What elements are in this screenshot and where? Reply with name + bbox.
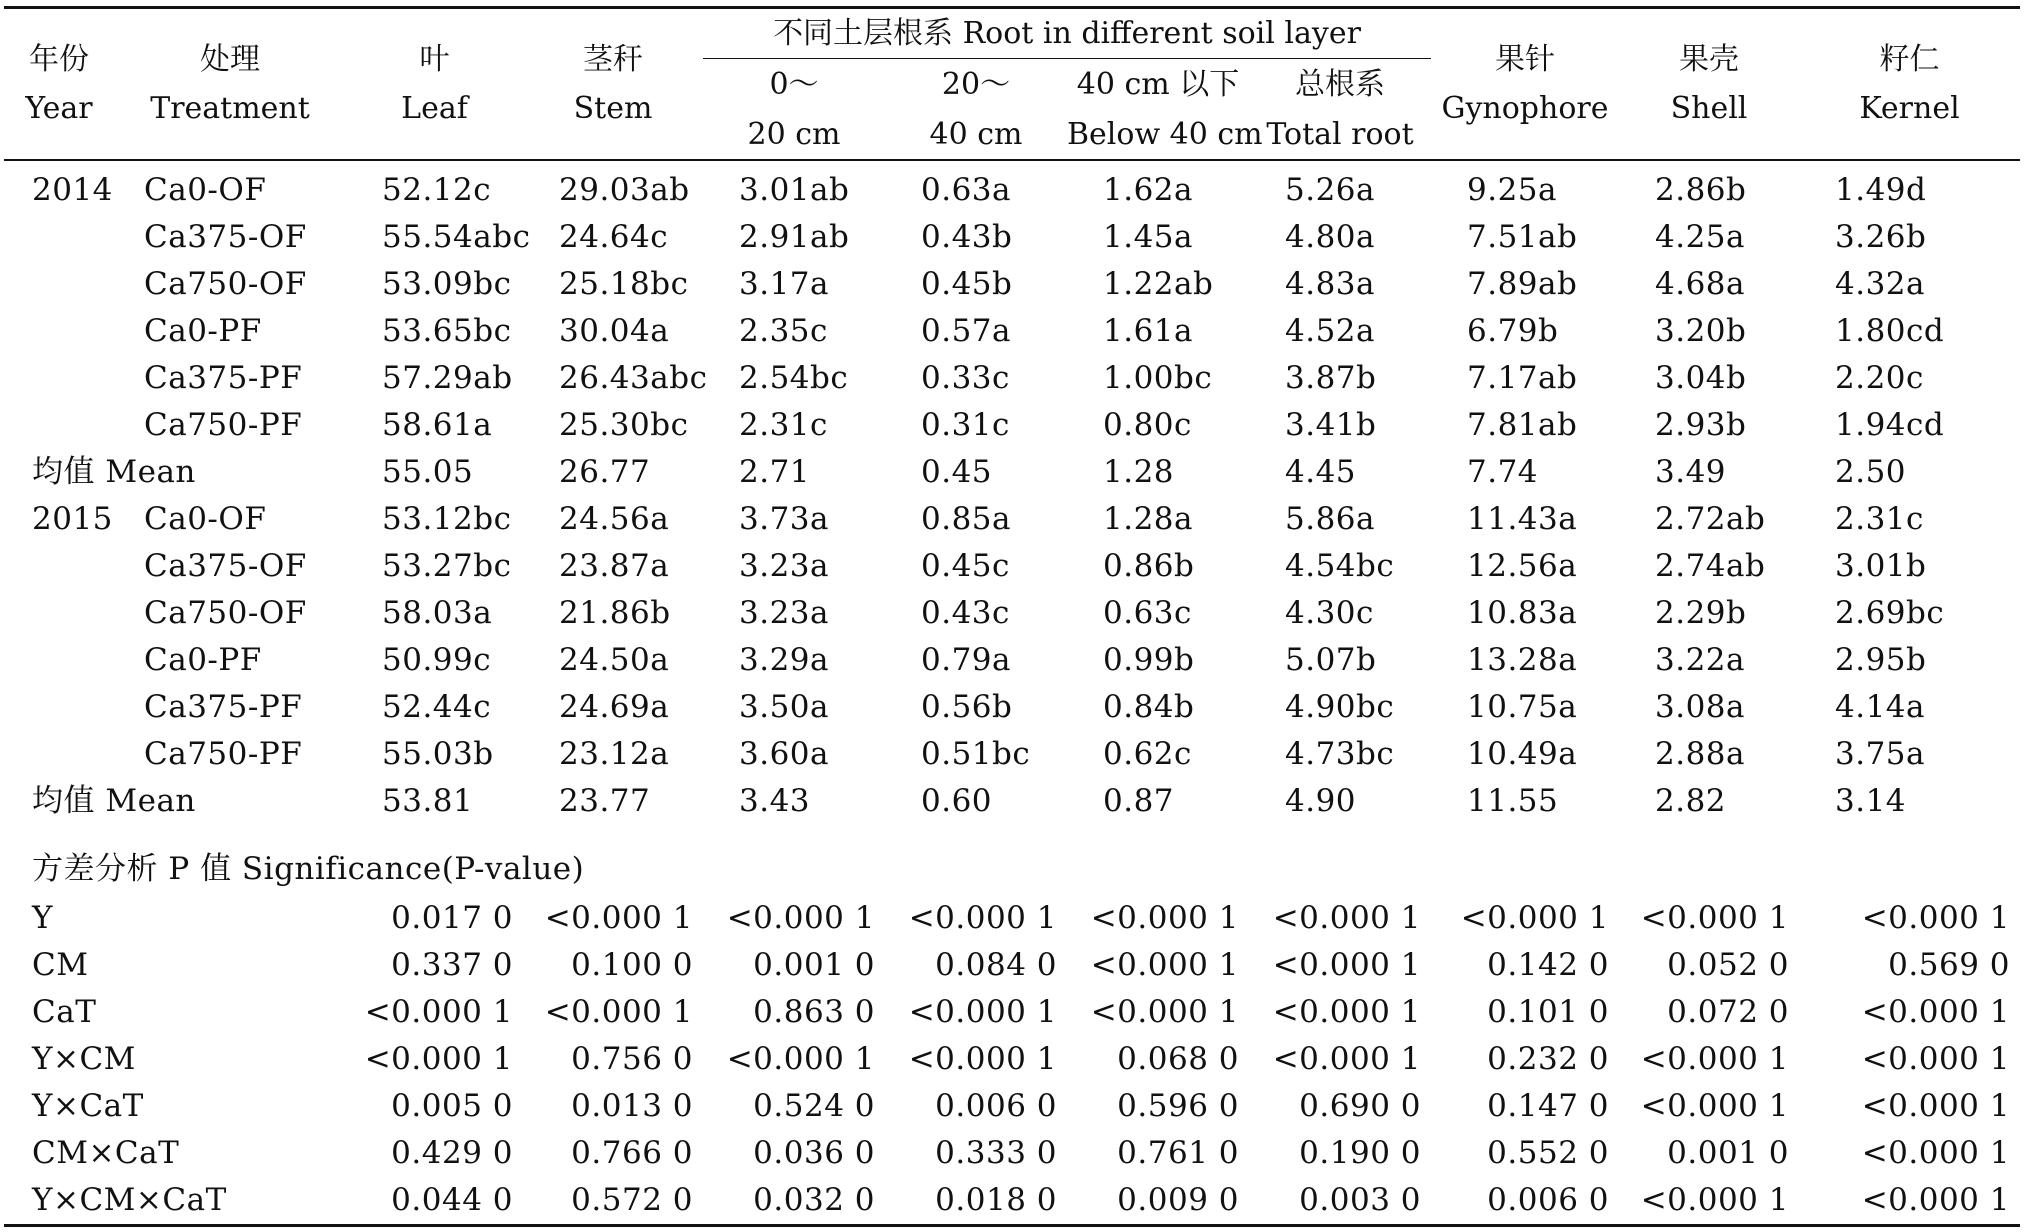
cell-mean-value: 2.71 <box>739 454 811 490</box>
cell-value: 5.86a <box>1285 501 1376 537</box>
cell-p-value: <0.000 1 <box>1640 900 1789 936</box>
header-year-cn: 年份 <box>29 41 89 77</box>
cell-p-value: <0.000 1 <box>1640 1088 1789 1124</box>
cell-value: 3.75a <box>1835 736 1926 772</box>
cell-value: 24.56a <box>559 501 670 537</box>
header-shell <box>1619 8 1799 161</box>
cell-value: 24.69a <box>559 689 670 725</box>
cell-p-value: <0.000 1 <box>726 900 875 936</box>
cell-p-value: <0.000 1 <box>1272 947 1421 983</box>
cell-value: 3.17a <box>739 266 830 302</box>
cell-value: 0.84b <box>1103 689 1195 725</box>
cell-value: 4.30c <box>1285 595 1374 631</box>
cell-factor-label: CM×CaT <box>32 1135 180 1171</box>
cell-p-value: 0.766 0 <box>571 1135 693 1171</box>
cell-p-value: 0.005 0 <box>391 1088 513 1124</box>
cell-mean-value: 3.49 <box>1655 454 1727 490</box>
cell-value: 0.33c <box>921 360 1010 396</box>
cell-p-value: 0.147 0 <box>1487 1088 1609 1124</box>
table-row <box>4 214 2020 261</box>
cell-treatment: Ca375-OF <box>144 548 307 584</box>
header-root-20-40-bottom: 40 cm <box>885 109 1067 160</box>
cell-p-value: 0.013 0 <box>571 1088 693 1124</box>
cell-mean-value: 11.55 <box>1467 783 1559 819</box>
cell-p-value: <0.000 1 <box>908 994 1057 1030</box>
cell-treatment: Ca750-OF <box>144 266 307 302</box>
cell-value: 4.90bc <box>1285 689 1395 725</box>
cell-year: 2015 <box>32 501 113 537</box>
significance-row <box>4 1130 2020 1177</box>
cell-p-value: 0.036 0 <box>753 1135 875 1171</box>
cell-year <box>4 261 114 308</box>
header-root-below40-en: Below 40 cm <box>1067 109 1249 160</box>
header-kernel <box>1799 8 2020 161</box>
cell-value: 1.61a <box>1103 313 1194 349</box>
cell-p-value: <0.000 1 <box>908 1041 1057 1077</box>
significance-row <box>4 1083 2020 1130</box>
header-gynophore <box>1431 8 1619 161</box>
cell-mean-value: 4.90 <box>1285 783 1357 819</box>
cell-value: 21.86b <box>559 595 671 631</box>
cell-factor-label: Y <box>32 900 53 936</box>
table-row <box>4 684 2020 731</box>
cell-treatment: Ca750-PF <box>144 736 303 772</box>
cell-value: 3.41b <box>1285 407 1377 443</box>
table-header <box>4 8 2020 161</box>
cell-p-value: <0.000 1 <box>1861 1182 2010 1218</box>
cell-value: 3.50a <box>739 689 830 725</box>
cell-value: 2.86b <box>1655 172 1747 208</box>
cell-year <box>4 731 114 778</box>
cell-value: 3.73a <box>739 501 830 537</box>
cell-value: 4.25a <box>1655 219 1746 255</box>
cell-p-value: <0.000 1 <box>1640 1182 1789 1218</box>
cell-p-value: 0.190 0 <box>1299 1135 1421 1171</box>
cell-p-value: 0.333 0 <box>935 1135 1057 1171</box>
cell-mean-value: 4.45 <box>1285 454 1357 490</box>
cell-p-value: <0.000 1 <box>544 994 693 1030</box>
cell-p-value: 0.569 0 <box>1888 947 2010 983</box>
cell-value: 0.45c <box>921 548 1010 584</box>
header-root-0-20-top: 0～ <box>769 66 819 102</box>
cell-value: 1.00bc <box>1103 360 1213 396</box>
cell-p-value: <0.000 1 <box>1640 1041 1789 1077</box>
mean-row <box>4 778 2020 825</box>
cell-value: 0.79a <box>921 642 1012 678</box>
cell-p-value: 0.009 0 <box>1117 1182 1239 1218</box>
cell-p-value: 0.001 0 <box>753 947 875 983</box>
cell-p-value: 0.232 0 <box>1487 1041 1609 1077</box>
cell-value: 0.63c <box>1103 595 1192 631</box>
header-root-20-40-top: 20～ <box>941 66 1011 102</box>
cell-value: 3.87b <box>1285 360 1377 396</box>
cell-value: 2.29b <box>1655 595 1747 631</box>
cell-year <box>4 214 114 261</box>
table-row <box>4 261 2020 308</box>
cell-treatment: Ca375-OF <box>144 219 307 255</box>
cell-mean-value: 2.50 <box>1835 454 1907 490</box>
cell-p-value: <0.000 1 <box>364 1041 513 1077</box>
table-row <box>4 308 2020 355</box>
cell-treatment: Ca0-PF <box>144 313 262 349</box>
cell-value: 0.85a <box>921 501 1012 537</box>
cell-value: 0.57a <box>921 313 1012 349</box>
cell-value: 0.43c <box>921 595 1010 631</box>
header-treatment <box>114 8 346 161</box>
cell-p-value: <0.000 1 <box>544 900 693 936</box>
table-container <box>4 6 2020 1227</box>
header-year <box>4 8 114 161</box>
header-leaf <box>346 8 523 161</box>
cell-p-value: 0.068 0 <box>1117 1041 1239 1077</box>
table-row <box>4 496 2020 543</box>
cell-value: 11.43a <box>1467 501 1578 537</box>
cell-value: 53.12bc <box>382 501 512 537</box>
cell-p-value: 0.018 0 <box>935 1182 1057 1218</box>
cell-value: 4.73bc <box>1285 736 1395 772</box>
cell-value: 2.31c <box>739 407 828 443</box>
cell-value: 3.04b <box>1655 360 1747 396</box>
cell-value: 2.95b <box>1835 642 1927 678</box>
cell-value: 4.32a <box>1835 266 1926 302</box>
cell-value: 1.28a <box>1103 501 1194 537</box>
cell-p-value: 0.044 0 <box>391 1182 513 1218</box>
header-year-en: Year <box>25 90 93 126</box>
cell-p-value: 0.142 0 <box>1487 947 1609 983</box>
cell-mean-value: 23.77 <box>559 783 651 819</box>
cell-value: 23.87a <box>559 548 670 584</box>
cell-year <box>4 590 114 637</box>
header-root-below40-cn: 40 cm 以下 <box>1076 66 1240 102</box>
cell-mean-value: 0.87 <box>1103 783 1175 819</box>
cell-value: 2.93b <box>1655 407 1747 443</box>
cell-year: 2014 <box>32 172 113 208</box>
cell-value: 0.43b <box>921 219 1013 255</box>
cell-p-value: <0.000 1 <box>1861 994 2010 1030</box>
cell-value: 1.45a <box>1103 219 1194 255</box>
cell-mean-value: 53.81 <box>382 783 474 819</box>
cell-value: 3.23a <box>739 595 830 631</box>
cell-value: 2.54bc <box>739 360 849 396</box>
cell-value: 2.20c <box>1835 360 1924 396</box>
cell-value: 4.83a <box>1285 266 1376 302</box>
cell-p-value: <0.000 1 <box>726 1041 875 1077</box>
cell-value: 23.12a <box>559 736 670 772</box>
cell-mean-value: 2.82 <box>1655 783 1727 819</box>
cell-value: 7.17ab <box>1467 360 1578 396</box>
cell-p-value: 0.100 0 <box>571 947 693 983</box>
table-row <box>4 590 2020 637</box>
cell-value: 25.30bc <box>559 407 689 443</box>
cell-factor-label: Y×CaT <box>32 1088 144 1124</box>
cell-p-value: 0.001 0 <box>1667 1135 1789 1171</box>
cell-value: 2.74ab <box>1655 548 1766 584</box>
significance-row <box>4 1177 2020 1226</box>
cell-value: 0.99b <box>1103 642 1195 678</box>
cell-value: 4.80a <box>1285 219 1376 255</box>
cell-value: 4.14a <box>1835 689 1926 725</box>
cell-p-value: <0.000 1 <box>1272 994 1421 1030</box>
cell-value: 1.80cd <box>1835 313 1945 349</box>
header-treatment-en: Treatment <box>150 90 310 126</box>
cell-p-value: 0.337 0 <box>391 947 513 983</box>
header-treatment-cn: 处理 <box>200 41 260 77</box>
cell-treatment: Ca375-PF <box>144 360 303 396</box>
cell-value: 0.63a <box>921 172 1012 208</box>
cell-mean-value: 26.77 <box>559 454 651 490</box>
cell-p-value: <0.000 1 <box>1861 1135 2010 1171</box>
header-leaf-cn: 叶 <box>419 41 450 77</box>
header-stem-cn: 茎秆 <box>583 41 643 77</box>
cell-value: 58.03a <box>382 595 493 631</box>
cell-value: 55.54abc <box>382 219 531 255</box>
cell-year <box>4 684 114 731</box>
cell-value: 7.51ab <box>1467 219 1578 255</box>
cell-value: 58.61a <box>382 407 493 443</box>
cell-p-value: 0.006 0 <box>1487 1182 1609 1218</box>
cell-year <box>4 637 114 684</box>
cell-mean-value: 0.60 <box>921 783 993 819</box>
table-row <box>4 355 2020 402</box>
cell-factor-label: CM <box>32 947 89 983</box>
cell-value: 5.07b <box>1285 642 1377 678</box>
cell-value: 1.94cd <box>1835 407 1945 443</box>
cell-value: 0.56b <box>921 689 1013 725</box>
cell-value: 25.18bc <box>559 266 689 302</box>
cell-value: 0.51bc <box>921 736 1031 772</box>
cell-p-value: 0.072 0 <box>1667 994 1789 1030</box>
cell-p-value: <0.000 1 <box>908 900 1057 936</box>
cell-value: 52.44c <box>382 689 492 725</box>
cell-value: 3.60a <box>739 736 830 772</box>
header-kernel-en: Kernel <box>1859 90 1960 126</box>
cell-p-value: 0.006 0 <box>935 1088 1057 1124</box>
cell-value: 3.08a <box>1655 689 1746 725</box>
cell-p-value: <0.000 1 <box>1090 947 1239 983</box>
cell-mean-value: 55.05 <box>382 454 474 490</box>
cell-value: 3.23a <box>739 548 830 584</box>
cell-p-value: <0.000 1 <box>1861 1041 2010 1077</box>
cell-value: 3.20b <box>1655 313 1747 349</box>
cell-p-value: 0.572 0 <box>571 1182 693 1218</box>
cell-mean-value: 0.45 <box>921 454 993 490</box>
cell-value: 4.52a <box>1285 313 1376 349</box>
cell-value: 2.88a <box>1655 736 1746 772</box>
header-shell-cn: 果壳 <box>1679 41 1739 77</box>
cell-value: 24.64c <box>559 219 669 255</box>
table-body <box>4 160 2020 1226</box>
cell-treatment: Ca375-PF <box>144 689 303 725</box>
cell-p-value: 0.429 0 <box>391 1135 513 1171</box>
cell-value: 7.81ab <box>1467 407 1578 443</box>
cell-mean-value: 3.43 <box>739 783 811 819</box>
cell-value: 2.35c <box>739 313 828 349</box>
cell-value: 10.75a <box>1467 689 1578 725</box>
cell-p-value: <0.000 1 <box>1272 900 1421 936</box>
cell-p-value: <0.000 1 <box>1861 1088 2010 1124</box>
cell-treatment: Ca0-OF <box>144 501 267 537</box>
cell-value: 3.01ab <box>739 172 850 208</box>
cell-value: 5.26a <box>1285 172 1376 208</box>
cell-p-value: 0.524 0 <box>753 1088 875 1124</box>
cell-treatment: Ca0-PF <box>144 642 262 678</box>
cell-p-value: 0.032 0 <box>753 1182 875 1218</box>
table-row <box>4 731 2020 778</box>
cell-value: 29.03ab <box>559 172 690 208</box>
data-table <box>4 6 2020 1227</box>
cell-value: 3.01b <box>1835 548 1927 584</box>
cell-p-value: 0.017 0 <box>391 900 513 936</box>
header-root-0-20-bottom: 20 cm <box>703 109 885 160</box>
cell-p-value: <0.000 1 <box>1460 900 1609 936</box>
cell-value: 57.29ab <box>382 360 513 396</box>
cell-value: 53.27bc <box>382 548 512 584</box>
cell-treatment: Ca750-PF <box>144 407 303 443</box>
cell-value: 53.09bc <box>382 266 512 302</box>
cell-value: 10.83a <box>1467 595 1578 631</box>
header-leaf-en: Leaf <box>401 90 468 126</box>
cell-value: 3.22a <box>1655 642 1746 678</box>
mean-row <box>4 449 2020 496</box>
cell-p-value: 0.690 0 <box>1299 1088 1421 1124</box>
cell-mean-value: 7.74 <box>1467 454 1539 490</box>
cell-p-value: <0.000 1 <box>1090 900 1239 936</box>
cell-value: 50.99c <box>382 642 492 678</box>
cell-p-value: 0.003 0 <box>1299 1182 1421 1218</box>
cell-value: 26.43abc <box>559 360 708 396</box>
cell-value: 2.31c <box>1835 501 1924 537</box>
cell-value: 30.04a <box>559 313 670 349</box>
cell-value: 4.54bc <box>1285 548 1395 584</box>
cell-p-value: 0.596 0 <box>1117 1088 1239 1124</box>
cell-year <box>4 543 114 590</box>
cell-year <box>4 355 114 402</box>
cell-p-value: <0.000 1 <box>1090 994 1239 1030</box>
cell-value: 0.31c <box>921 407 1010 443</box>
table-row <box>4 160 2020 214</box>
cell-value: 0.86b <box>1103 548 1195 584</box>
significance-title: 方差分析 P 值 Significance(P-value) <box>32 850 585 887</box>
significance-row <box>4 895 2020 942</box>
cell-value: 3.26b <box>1835 219 1927 255</box>
cell-value: 9.25a <box>1467 172 1558 208</box>
cell-value: 2.69bc <box>1835 595 1945 631</box>
cell-p-value: 0.552 0 <box>1487 1135 1609 1171</box>
cell-value: 0.45b <box>921 266 1013 302</box>
cell-p-value: 0.863 0 <box>753 994 875 1030</box>
table-row <box>4 543 2020 590</box>
cell-value: 0.80c <box>1103 407 1192 443</box>
cell-value: 1.62a <box>1103 172 1194 208</box>
cell-factor-label: Y×CM×CaT <box>32 1182 227 1218</box>
cell-value: 1.49d <box>1835 172 1927 208</box>
cell-factor-label: Y×CM <box>32 1041 136 1077</box>
cell-value: 52.12c <box>382 172 492 208</box>
cell-value: 55.03b <box>382 736 494 772</box>
cell-p-value: <0.000 1 <box>364 994 513 1030</box>
cell-p-value: 0.756 0 <box>571 1041 693 1077</box>
cell-value: 4.68a <box>1655 266 1746 302</box>
header-shell-en: Shell <box>1670 90 1748 126</box>
cell-year <box>4 402 114 449</box>
cell-value: 10.49a <box>1467 736 1578 772</box>
cell-p-value: <0.000 1 <box>1861 900 2010 936</box>
cell-mean-label: 均值 Mean <box>32 783 196 819</box>
header-gynophore-cn: 果针 <box>1495 41 1555 77</box>
cell-value: 13.28a <box>1467 642 1578 678</box>
cell-value: 6.79b <box>1467 313 1559 349</box>
cell-value: 7.89ab <box>1467 266 1578 302</box>
cell-value: 53.65bc <box>382 313 512 349</box>
cell-value: 2.91ab <box>739 219 850 255</box>
header-root-total-cn: 总根系 <box>1295 66 1385 102</box>
cell-p-value: 0.052 0 <box>1667 947 1789 983</box>
cell-p-value: 0.761 0 <box>1117 1135 1239 1171</box>
cell-value: 3.29a <box>739 642 830 678</box>
header-root-total-en: Total root <box>1249 109 1431 160</box>
cell-value: 1.22ab <box>1103 266 1214 302</box>
cell-treatment: Ca750-OF <box>144 595 307 631</box>
table-row <box>4 402 2020 449</box>
cell-value: 24.50a <box>559 642 670 678</box>
significance-row <box>4 942 2020 989</box>
header-root-group: 不同土层根系 Root in different soil layer <box>703 8 1431 59</box>
cell-value: 0.62c <box>1103 736 1192 772</box>
significance-row <box>4 1036 2020 1083</box>
cell-value: 2.72ab <box>1655 501 1766 537</box>
significance-row <box>4 989 2020 1036</box>
cell-factor-label: CaT <box>32 994 97 1030</box>
header-stem-en: Stem <box>573 90 653 126</box>
cell-year <box>4 308 114 355</box>
cell-mean-label: 均值 Mean <box>32 454 196 490</box>
header-stem <box>523 8 703 161</box>
header-gynophore-en: Gynophore <box>1441 90 1609 126</box>
cell-mean-value: 1.28 <box>1103 454 1175 490</box>
cell-p-value: 0.084 0 <box>935 947 1057 983</box>
cell-value: 12.56a <box>1467 548 1578 584</box>
cell-p-value: <0.000 1 <box>1272 1041 1421 1077</box>
cell-treatment: Ca0-OF <box>144 172 267 208</box>
cell-p-value: 0.101 0 <box>1487 994 1609 1030</box>
header-kernel-cn: 籽仁 <box>1879 41 1940 77</box>
significance-title-row <box>4 825 2020 895</box>
table-row <box>4 637 2020 684</box>
cell-mean-value: 3.14 <box>1835 783 1907 819</box>
